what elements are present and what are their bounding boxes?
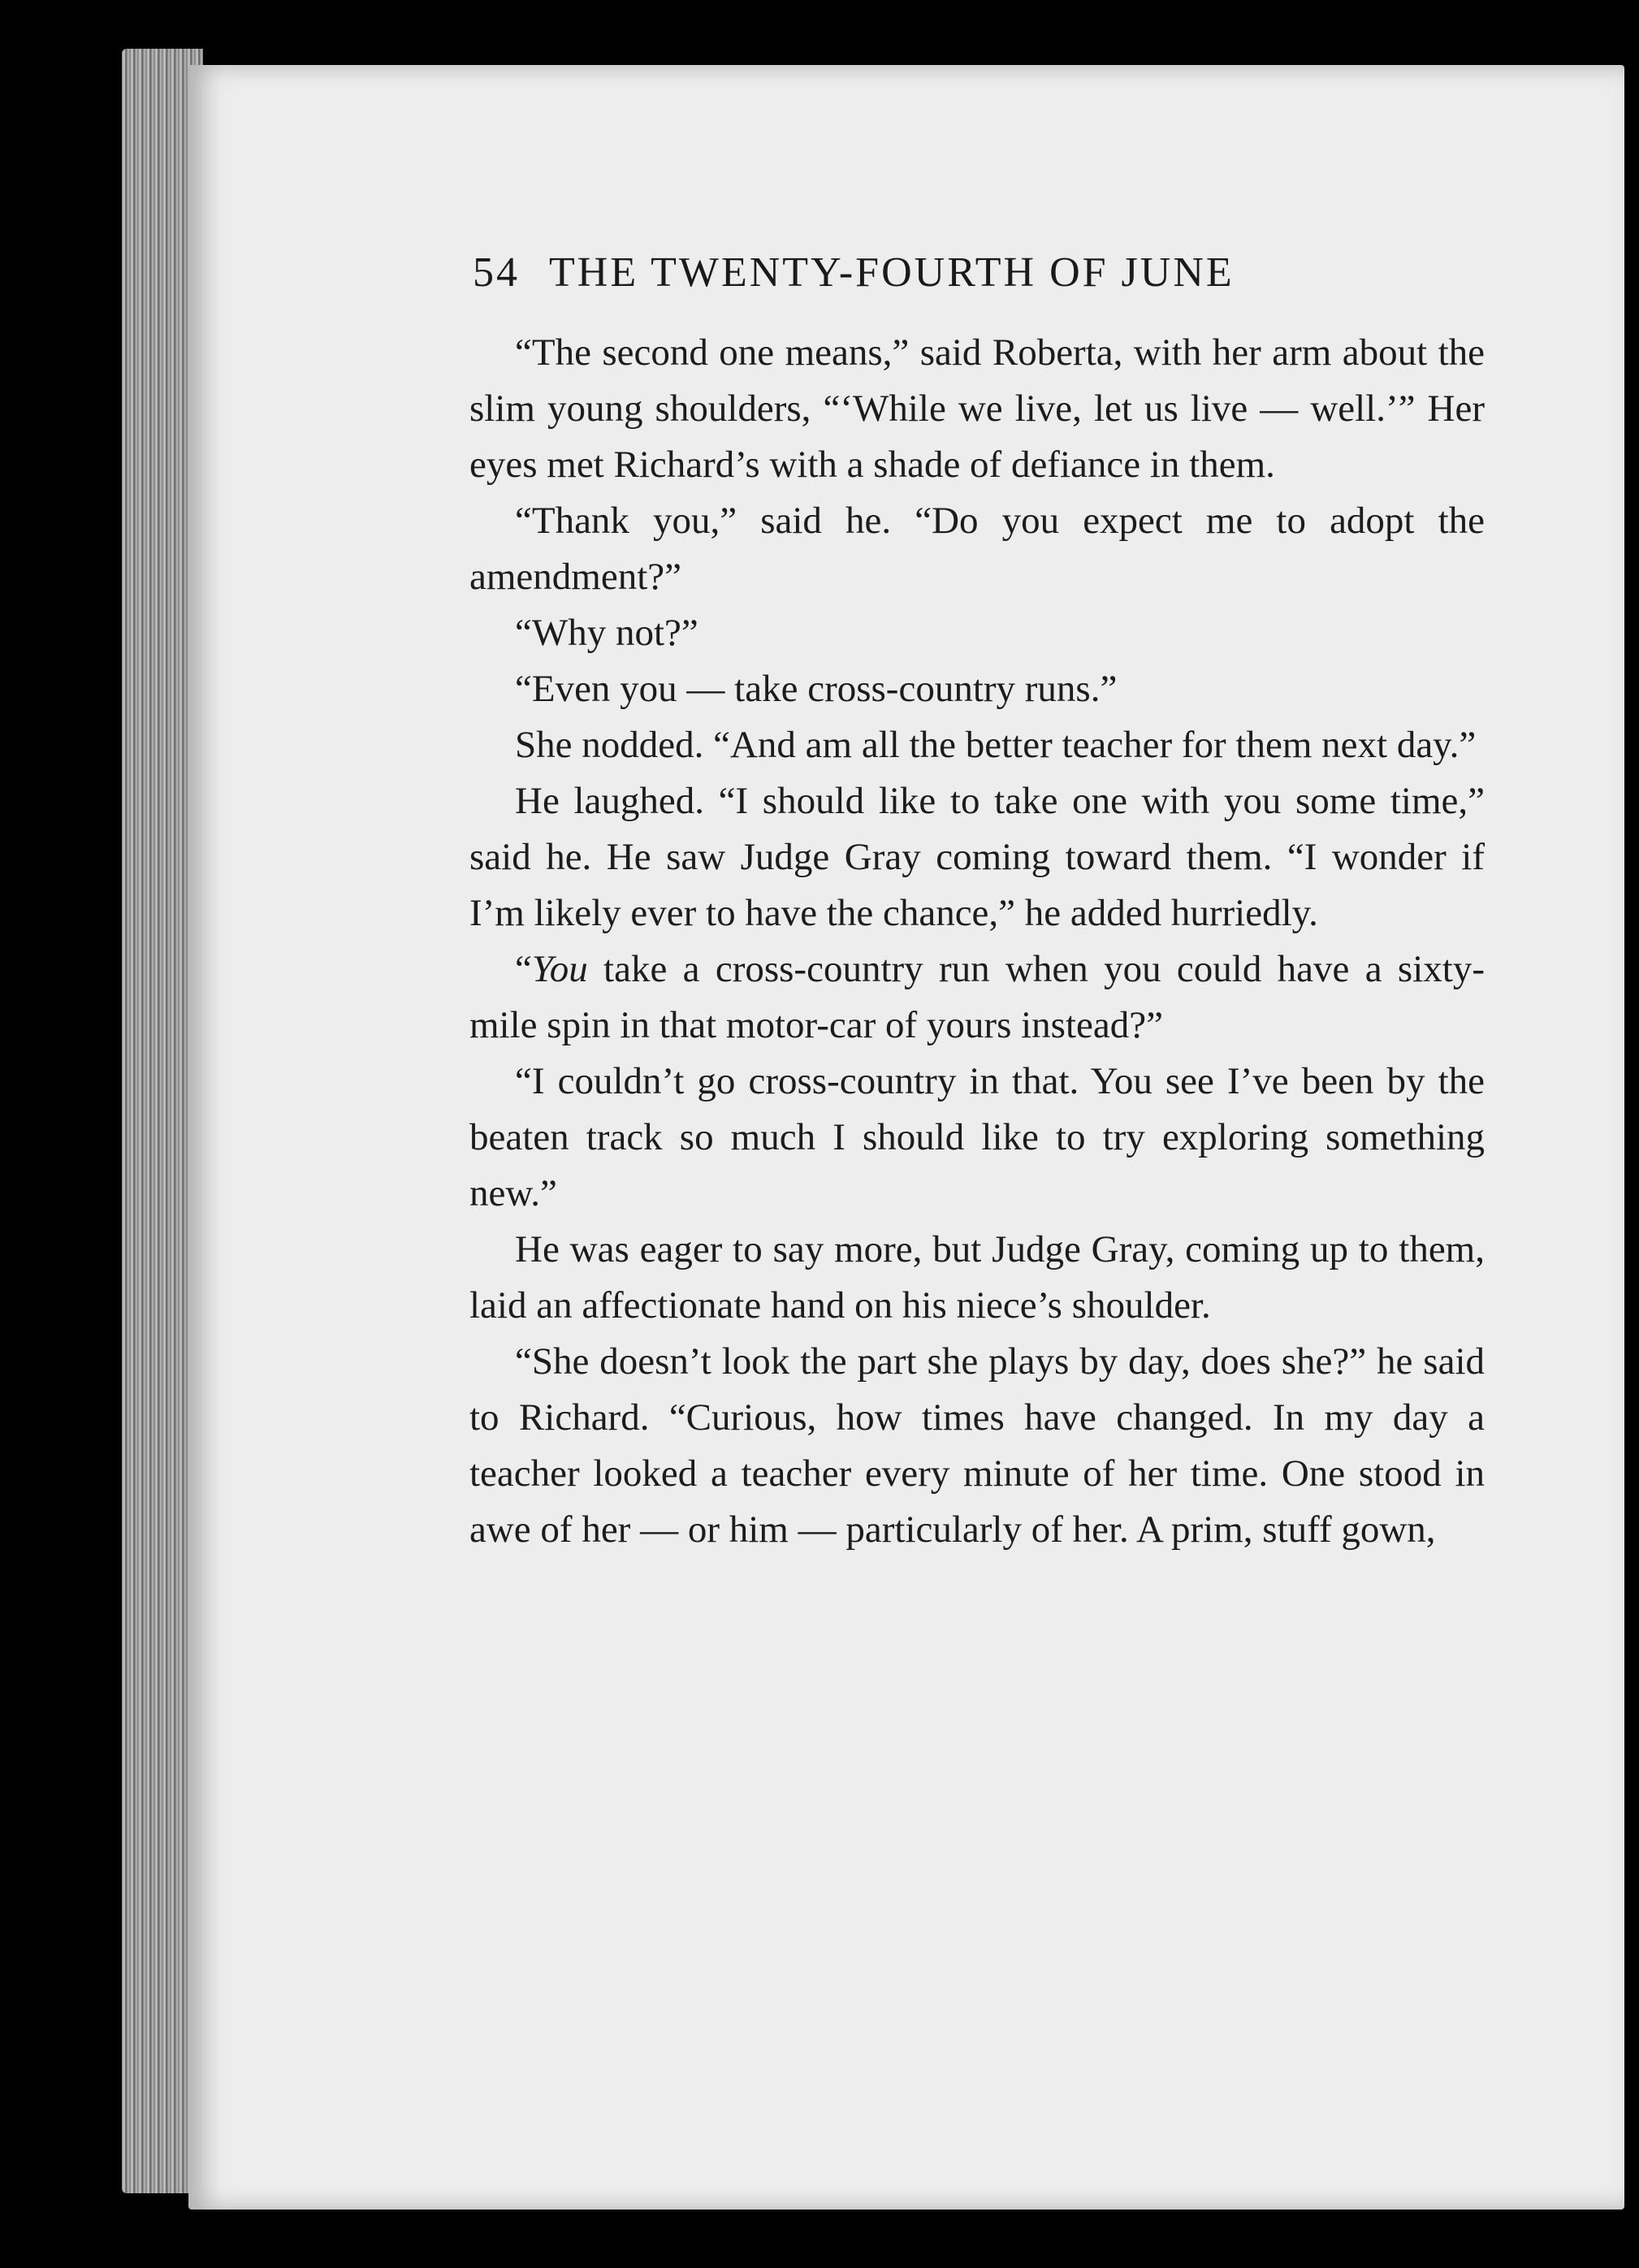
- running-header: [473, 249, 1374, 296]
- page-number: 54: [473, 249, 520, 296]
- running-title: THE TWENTY-FOURTH OF JUNE: [549, 249, 1235, 296]
- paragraph: She nodded. “And am all the better teacher for them next day.”: [515, 724, 1477, 766]
- quote-mark: “: [515, 948, 532, 990]
- paragraph: “Thank you,” said he. “Do you expect me to adopt the amendment?”: [469, 500, 1485, 598]
- paragraph: “She doesn’t look the part she plays by day, does she?” he said to Richard. “Curious, how times have changed. In my day a teacher looked a teacher every minute of her time. One stood in awe of her — or him — particularly of her. A prim, stuff gown,: [469, 1340, 1485, 1551]
- paragraph: “I couldn’t go cross-country in that. You see I’ve been by the beaten track so much I should like to try exploring something new.”: [469, 1060, 1485, 1214]
- page-body: [469, 325, 1485, 1558]
- paragraph: He was eager to say more, but Judge Gray, coming up to them, laid an affectionate hand on his niece’s shoulder.: [469, 1228, 1485, 1327]
- paragraph: He laughed. “I should like to take one with you some time,” said he. He saw Judge Gray coming toward them. “I wonder if I’m likely ever to have the chance,” he added hurriedly.: [469, 780, 1485, 934]
- paragraph: “Even you — take cross-country runs.”: [515, 668, 1118, 710]
- emphasis: You: [531, 948, 588, 990]
- paragraph: [469, 941, 1485, 1054]
- paragraph: “Why not?”: [515, 612, 698, 654]
- paragraph-text: take a cross-country run when you could have a sixty-mile spin in that motor-car of yours instead?”: [469, 948, 1485, 1046]
- paragraph: “The second one means,” said Roberta, with her arm about the slim young shoulders, “‘While we live, let us live — well.’” Her eyes met Richard’s with a shade of defiance in them.: [469, 331, 1485, 486]
